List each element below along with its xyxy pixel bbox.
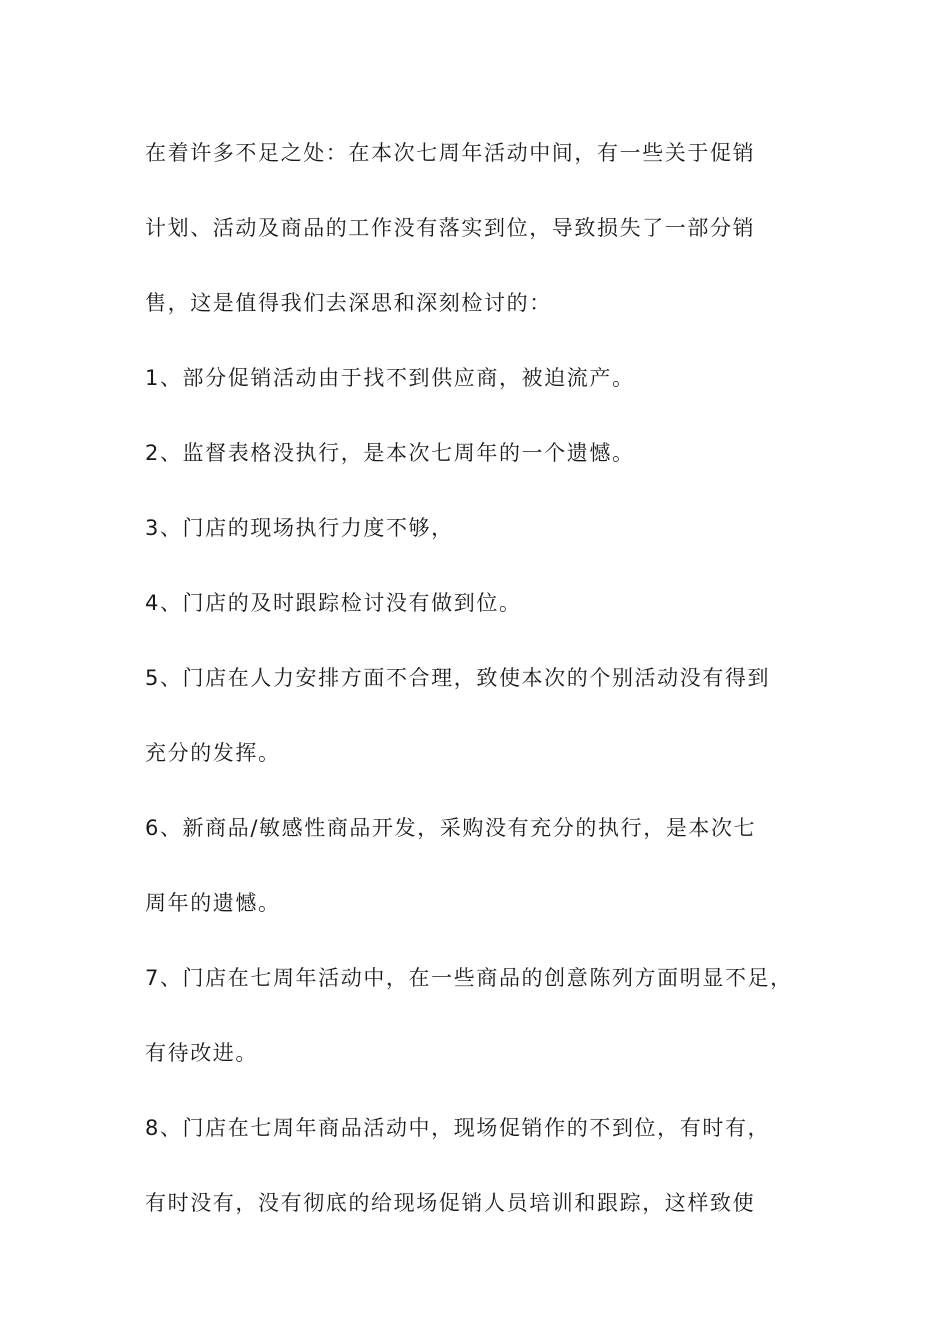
list-item: 3、门店的现场执行力度不够， bbox=[145, 516, 454, 540]
list-item: 1、部分促销活动由于找不到供应商，被迫流产。 bbox=[145, 366, 635, 390]
list-item-continuation: 充分的发挥。 bbox=[145, 741, 281, 765]
list-item: 7、门店在七周年活动中，在一些商品的创意陈列方面明显不足， bbox=[145, 966, 793, 990]
paragraph-line: 计划、活动及商品的工作没有落实到位，导致损失了一部分销 bbox=[145, 216, 756, 240]
list-item: 6、新商品/敏感性商品开发，采购没有充分的执行，是本次七 bbox=[145, 816, 757, 840]
paragraph-line: 售，这是值得我们去深思和深刻检讨的： bbox=[145, 291, 552, 315]
list-item-continuation: 有待改进。 bbox=[145, 1041, 258, 1065]
list-item-continuation: 周年的遗憾。 bbox=[145, 891, 281, 915]
list-item: 8、门店在七周年商品活动中，现场促销作的不到位，有时有， bbox=[145, 1116, 771, 1140]
list-item: 5、门店在人力安排方面不合理，致使本次的个别活动没有得到 bbox=[145, 666, 771, 690]
list-item: 2、监督表格没执行，是本次七周年的一个遗憾。 bbox=[145, 441, 635, 465]
list-item-continuation: 有时没有，没有彻底的给现场促销人员培训和跟踪，这样致使 bbox=[145, 1191, 756, 1215]
document-body bbox=[145, 131, 835, 1256]
list-item: 4、门店的及时跟踪检讨没有做到位。 bbox=[145, 591, 522, 615]
paragraph-line: 在着许多不足之处：在本次七周年活动中间，有一些关于促销 bbox=[145, 141, 756, 165]
